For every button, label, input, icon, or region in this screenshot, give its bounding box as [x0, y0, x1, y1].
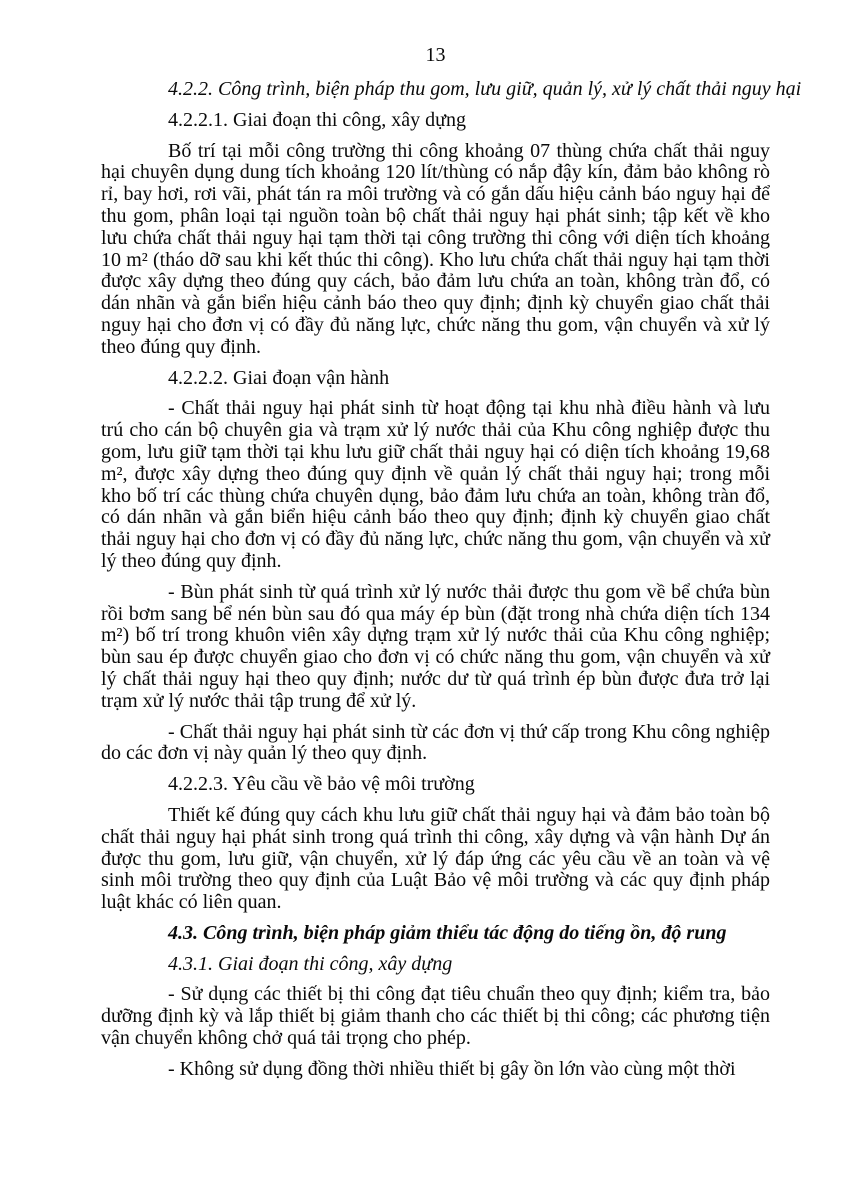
section-heading-4-2-2-1: 4.2.2.1. Giai đoạn thi công, xây dựng — [168, 108, 467, 131]
section-heading-4-2-2-2: 4.2.2.2. Giai đoạn vận hành — [168, 366, 390, 389]
paragraph-operation-hazwaste-storage: - Chất thải nguy hại phát sinh từ hoạt động tại khu nhà điều hành và lưu trú cho cán bộ chuyên gia và trạm xử lý nước thải của Khu công nghiệp được thu gom, lưu giữ tạm thời tại khu lưu giữ chất thải nguy hại có diện tích khoảng 19,68 m², được xây dựng theo đúng quy định về quản lý chất thải nguy hại; trong mỗi kho bố trí các thùng chứa chuyên dụng, bảo đảm lưu chứa an toàn, không tràn đổ, có dán nhãn và gắn biển hiệu cảnh báo theo quy định; định kỳ chuyển giao chất thải nguy hại cho đơn vị có đầy đủ năng lực, chức năng thu gom, vận chuyển và xử lý theo đúng quy định. — [101, 397, 770, 572]
section-heading-4-3-1: 4.3.1. Giai đoạn thi công, xây dựng — [168, 952, 453, 975]
paragraph-sludge-treatment: - Bùn phát sinh từ quá trình xử lý nước thải được thu gom về bể chứa bùn rồi bơm sang bể nén bùn sau đó qua máy ép bùn (đặt trong nhà chứa diện tích 134 m²) bố trí trong khuôn viên xây dựng trạm xử lý nước thải của Khu công nghiệp; bùn sau ép được chuyển giao cho đơn vị có chức năng thu gom, vận chuyển và xử lý chất thải nguy hại theo quy định; nước dư từ quá trình ép bùn được đưa trở lại trạm xử lý nước thải tập trung để xử lý. — [101, 580, 770, 712]
section-heading-4-3: 4.3. Công trình, biện pháp giảm thiểu tác động do tiếng ồn, độ rung — [168, 921, 727, 944]
paragraph-noise-equipment-standards: - Sử dụng các thiết bị thi công đạt tiêu chuẩn theo quy định; kiểm tra, bảo dưỡng định kỳ và lắp thiết bị giảm thanh cho các thiết bị thi công; các phương tiện vận chuyển không chở quá tải trọng cho phép. — [101, 983, 770, 1050]
section-heading-4-2-2-3: 4.2.2.3. Yêu cầu về bảo vệ môi trường — [168, 773, 475, 796]
paragraph-secondary-units-hazwaste: - Chất thải nguy hại phát sinh từ các đơn vị thứ cấp trong Khu công nghiệp do các đơn vị này quản lý theo quy định. — [101, 720, 770, 765]
paragraph-environmental-requirements: Thiết kế đúng quy cách khu lưu giữ chất thải nguy hại và đảm bảo toàn bộ chất thải nguy hại phát sinh trong quá trình thi công, xây dựng và vận hành Dự án được thu gom, lưu giữ, vận chuyển, xử lý đáp ứng các yêu cầu về an toàn và vệ sinh môi trường theo quy định của Luật Bảo vệ môi trường và các quy định pháp luật khác có liên quan. — [101, 803, 770, 914]
paragraph-noise-simultaneous-use: - Không sử dụng đồng thời nhiều thiết bị gây ồn lớn vào cùng một thời — [168, 1057, 736, 1080]
section-heading-4-2-2: 4.2.2. Công trình, biện pháp thu gom, lưu giữ, quản lý, xử lý chất thải nguy hại — [168, 78, 802, 100]
paragraph-construction-hazwaste: Bố trí tại mỗi công trường thi công khoảng 07 thùng chứa chất thải nguy hại chuyên dụng dung tích khoảng 120 lít/thùng có nắp đậy kín, đảm bảo không rò rỉ, bay hơi, rơi vãi, phát tán ra môi trường và có gắn dấu hiệu cảnh báo nguy hại để thu gom, phân loại tại nguồn toàn bộ chất thải nguy hại phát sinh; tập kết về kho lưu chứa chất thải nguy hại tạm thời tại công trường thi công với diện tích khoảng 10 m² (tháo dỡ sau khi kết thúc thi công). Kho lưu chứa chất thải nguy hại tạm thời được xây dựng theo đúng quy cách, bảo đảm lưu chứa an toàn, không tràn đổ, có dán nhãn và gắn biển hiệu cảnh báo theo quy định; định kỳ chuyển giao chất thải nguy hại cho đơn vị có đầy đủ năng lực, chức năng thu gom, vận chuyển và xử lý theo đúng quy định. — [101, 139, 770, 358]
page-number: 13 — [425, 44, 446, 66]
